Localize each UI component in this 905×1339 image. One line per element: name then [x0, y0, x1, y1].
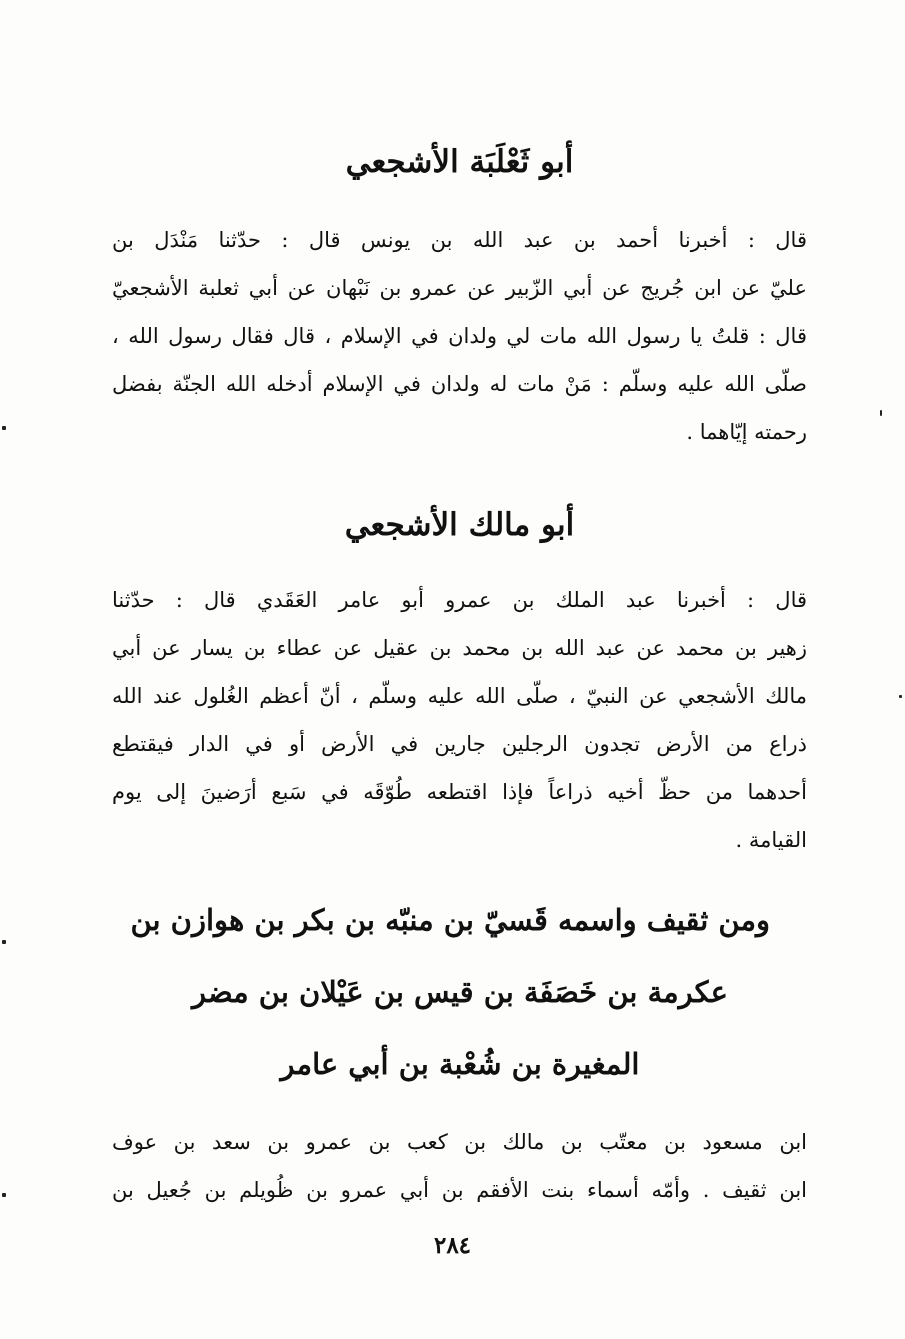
scan-speck [2, 426, 6, 430]
paragraph-line: صلّى الله عليه وسلّم : مَنْ مات له ولدان في الإسلام أدخله الله الجنّة بفضل [112, 372, 807, 396]
scan-speck [899, 695, 902, 698]
paragraph-line: ابن ثقيف . وأمّه أسماء بنت الأفقم بن أبي عمرو بن ظُويلم بن جُعيل بن [112, 1178, 807, 1202]
paragraph-line: زهير بن محمد عن عبد الله بن محمد بن عقيل عن عطاء بن يسار عن أبي [112, 636, 807, 660]
section-paragraph-abu-malik [112, 576, 807, 864]
section-heading-abu-thalaba: أبو ثَعْلَبَة الأشجعي [345, 144, 574, 180]
paragraph-line: قال : أخبرنا أحمد بن عبد الله بن يونس قال : حدّثنا مَنْدَل بن [112, 228, 807, 252]
paragraph-line: قال : أخبرنا عبد الملك بن عمرو أبو عامر العَقَدي قال : حدّثنا [112, 588, 807, 612]
paragraph-line: مالك الأشجعي عن النبيّ ، صلّى الله عليه وسلّم ، أنّ أعظم الغُلول عند الله [112, 684, 807, 708]
paragraph-line: ذراع من الأرض تجدون الرجلين جارين في الأرض أو في الدار فيقتطع [112, 732, 807, 756]
genealogy-heading [130, 884, 770, 1100]
section-paragraph-abu-thalaba [112, 216, 807, 456]
scan-speck [2, 940, 6, 944]
paragraph-line: عليّ عن ابن جُريج عن أبي الزّبير عن عمرو بن نَبْهان عن أبي ثعلبة الأشجعيّ [112, 276, 807, 300]
paragraph-line: ابن مسعود بن معتّب بن مالك بن كعب بن عمرو بن سعد بن عوف [112, 1130, 807, 1154]
scan-speck [2, 1193, 6, 1197]
paragraph-line: رحمته إيّاهما . [686, 420, 807, 444]
scan-speck [880, 410, 882, 416]
page-number: ٢٨٤ [433, 1232, 472, 1259]
section-heading-abu-malik: أبو مالك الأشجعي [344, 507, 575, 543]
genealogy-line: عكرمة بن خَصَفَة بن قيس بن عَيْلان بن مضر [192, 975, 728, 1009]
paragraph-line: القيامة . [735, 828, 807, 852]
genealogy-line: المغيرة بن شُعْبة بن أبي عامر [280, 1047, 640, 1081]
genealogy-line: ومن ثقيف واسمه قَسيّ بن منبّه بن بكر بن هوازن بن [130, 903, 770, 937]
closing-paragraph [112, 1118, 807, 1214]
paragraph-line: قال : قلتُ يا رسول الله مات لي ولدان في الإسلام ، قال فقال رسول الله ، [112, 324, 807, 348]
paragraph-line: أحدهما من حظّ أخيه ذراعاً فإذا اقتطعه طُوّقَه في سَبع أرَضينَ إلى يوم [112, 780, 807, 804]
